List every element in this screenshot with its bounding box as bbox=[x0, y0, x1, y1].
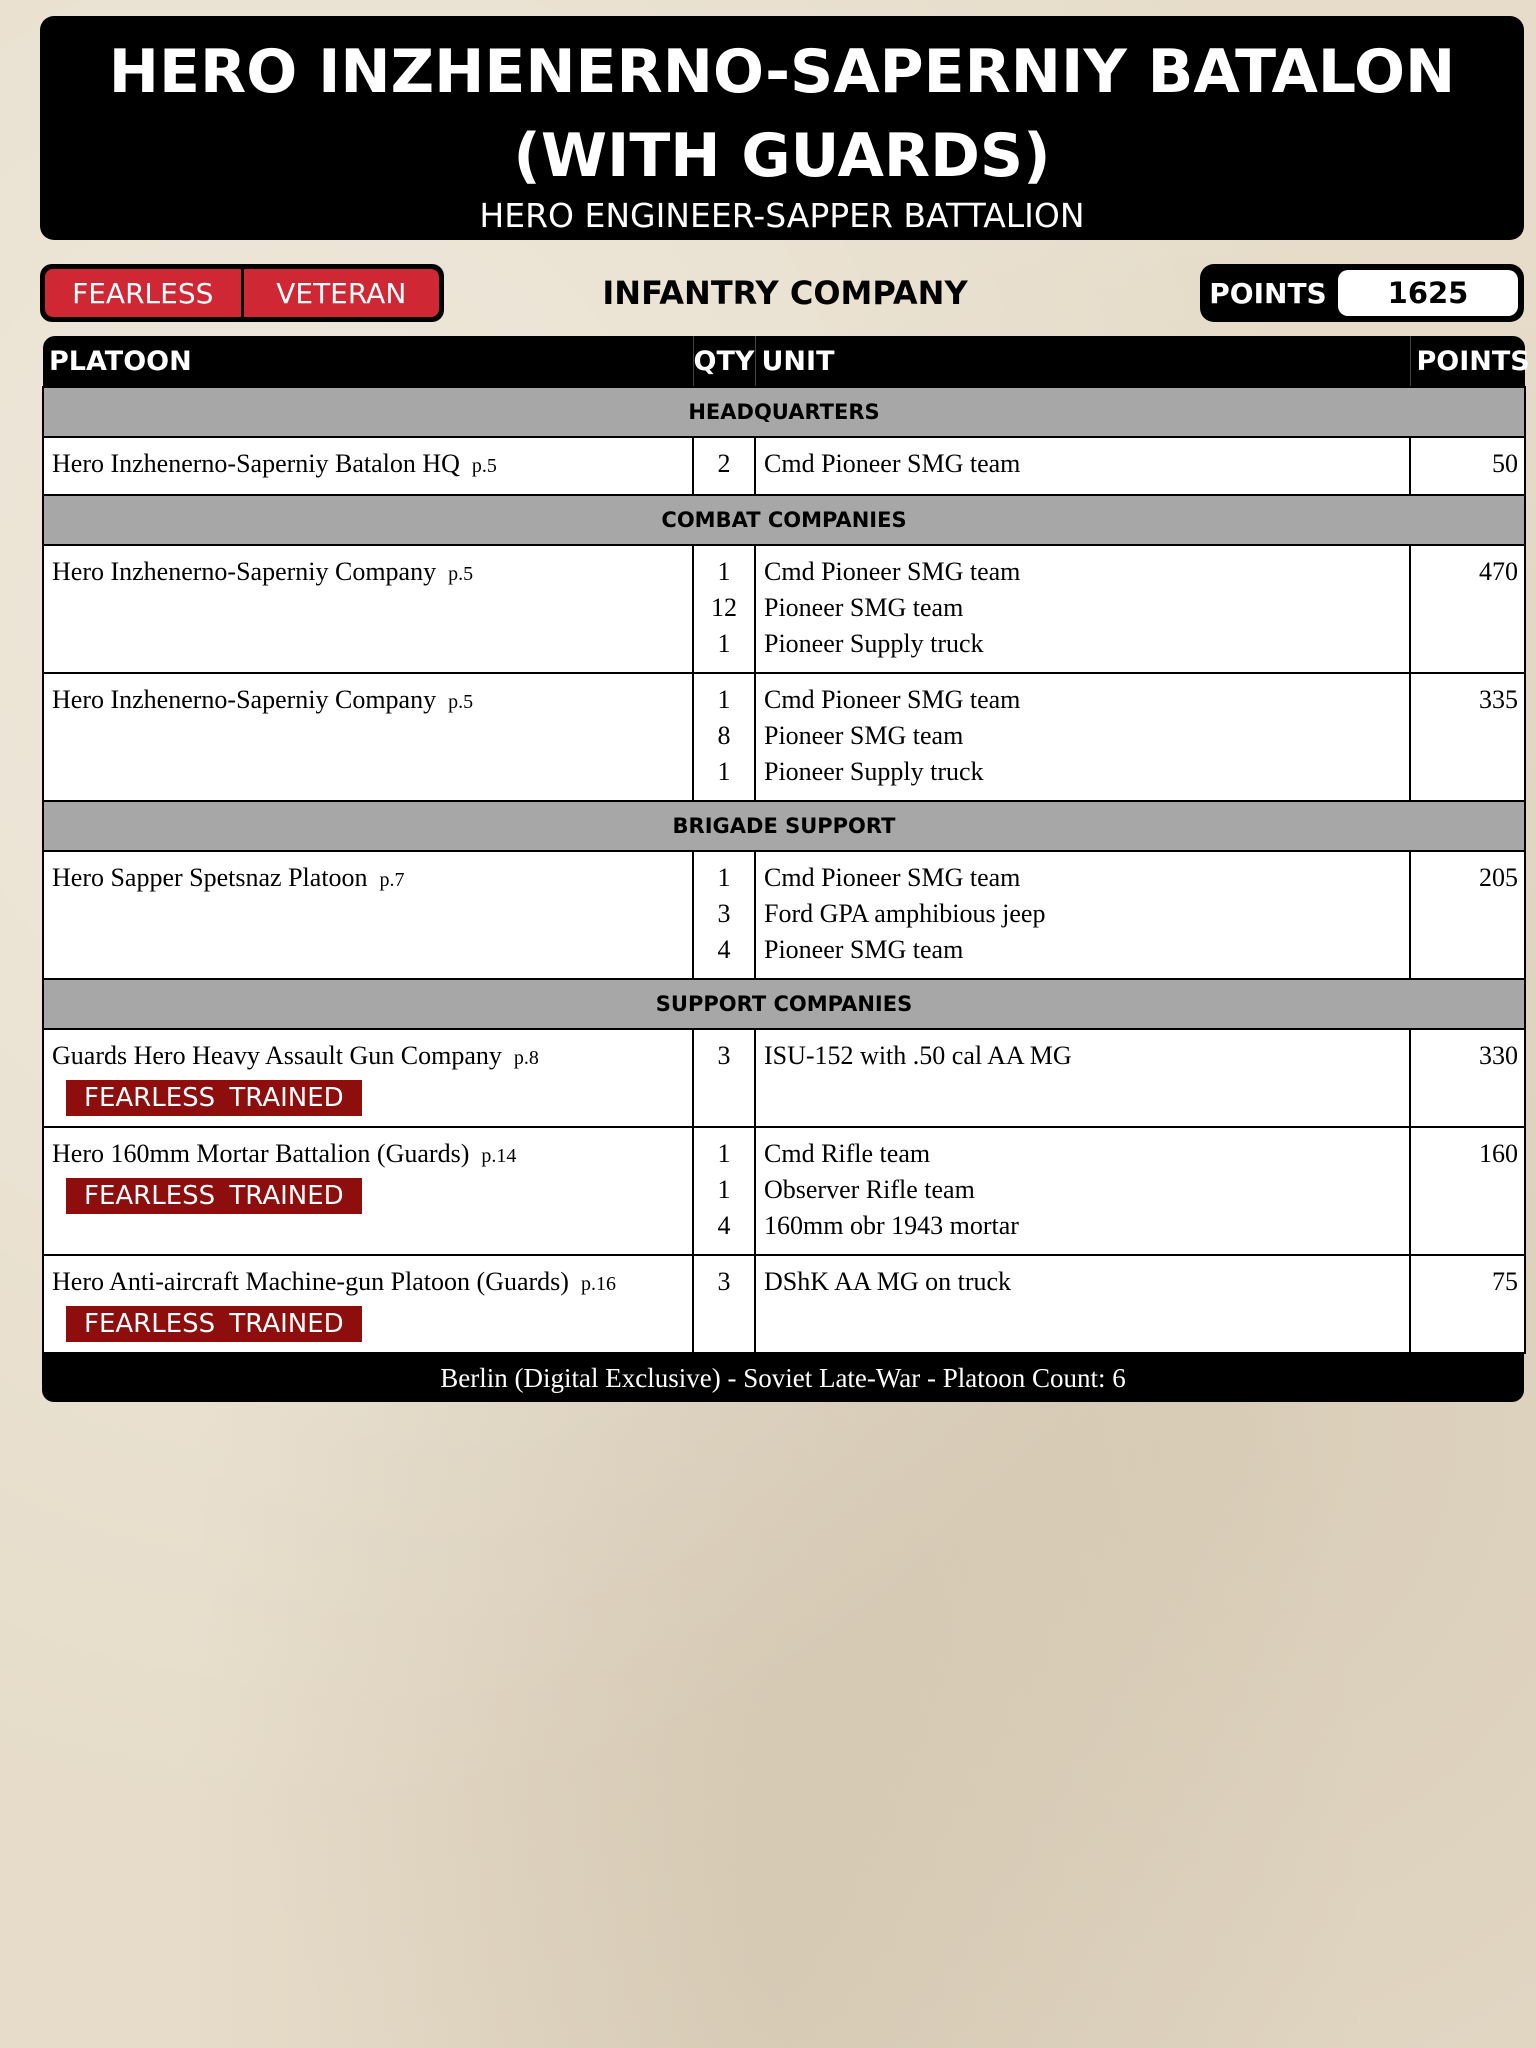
unit-qty: 1 bbox=[717, 629, 731, 658]
experience-badge: VETERAN bbox=[244, 269, 440, 317]
total-points-box bbox=[1200, 264, 1524, 322]
platoon-cell bbox=[43, 673, 693, 801]
column-header-qty: QTY bbox=[693, 336, 755, 387]
platoon-cell bbox=[43, 1255, 693, 1353]
page-reference: p.8 bbox=[513, 1047, 539, 1069]
page-reference: p.7 bbox=[379, 869, 405, 891]
platoon-name-line bbox=[52, 1136, 684, 1174]
unit-name: Observer Rifle team bbox=[764, 1175, 975, 1204]
unit-cell bbox=[755, 1127, 1410, 1255]
platoon-rating-badge: FEARLESS TRAINED bbox=[66, 1306, 362, 1342]
qty-cell bbox=[693, 1255, 755, 1353]
section-title: BRIGADE SUPPORT bbox=[43, 801, 1525, 851]
platoon-name: Guards Hero Heavy Assault Gun Company bbox=[52, 1041, 502, 1070]
platoon-name: Hero 160mm Mortar Battalion (Guards) bbox=[52, 1139, 470, 1168]
unit-cell bbox=[755, 1029, 1410, 1127]
unit-cell bbox=[755, 851, 1410, 979]
platoon-cell bbox=[43, 1029, 693, 1127]
platoon-name-line bbox=[52, 682, 684, 720]
unit-qty: 4 bbox=[717, 935, 731, 964]
platoon-cell bbox=[43, 437, 693, 495]
unit-name: 160mm obr 1943 mortar bbox=[764, 1211, 1019, 1240]
unit-qty: 1 bbox=[717, 685, 731, 714]
table-row bbox=[43, 1255, 1525, 1353]
unit-qty: 12 bbox=[711, 593, 737, 622]
qty-cell bbox=[693, 673, 755, 801]
table-row bbox=[43, 1029, 1525, 1127]
unit-qty: 1 bbox=[717, 757, 731, 786]
table-row bbox=[43, 545, 1525, 673]
platoon-points: 335 bbox=[1410, 673, 1525, 801]
unit-qty: 1 bbox=[717, 863, 731, 892]
page-reference: p.5 bbox=[448, 563, 474, 585]
table-row bbox=[43, 437, 1525, 495]
section-title: COMBAT COMPANIES bbox=[43, 495, 1525, 545]
page-reference: p.14 bbox=[481, 1145, 517, 1167]
roster-footer: Berlin (Digital Exclusive) - Soviet Late-War - Platoon Count: 6 bbox=[42, 1354, 1524, 1402]
platoon-name: Hero Inzhenerno-Saperniy Company bbox=[52, 685, 437, 714]
roster-table bbox=[42, 336, 1530, 1354]
table-row bbox=[43, 851, 1525, 979]
platoon-name-line bbox=[52, 554, 684, 592]
qty-cell bbox=[693, 1127, 755, 1255]
unit-qty: 3 bbox=[717, 1041, 731, 1070]
unit-name: Ford GPA amphibious jeep bbox=[764, 899, 1046, 928]
column-header-points: POINTS bbox=[1410, 336, 1525, 387]
title-banner bbox=[40, 16, 1524, 240]
qty-cell bbox=[693, 545, 755, 673]
platoon-name-line bbox=[52, 446, 684, 484]
motivation-badge: FEARLESS bbox=[45, 269, 241, 317]
qty-cell bbox=[693, 1029, 755, 1127]
unit-name: Cmd Pioneer SMG team bbox=[764, 863, 1021, 892]
section-title: HEADQUARTERS bbox=[43, 387, 1525, 437]
unit-qty: 4 bbox=[717, 1211, 731, 1240]
roster-table-wrapper bbox=[42, 336, 1530, 1402]
section-header-row bbox=[43, 387, 1525, 437]
page-title: HERO INZHENERNO-SAPERNIY BATALON (WITH GUARDS) bbox=[108, 37, 1456, 191]
table-header-row bbox=[43, 336, 1525, 387]
unit-qty: 1 bbox=[717, 1175, 731, 1204]
column-header-unit: UNIT bbox=[755, 336, 1410, 387]
qty-cell bbox=[693, 851, 755, 979]
unit-cell bbox=[755, 545, 1410, 673]
platoon-points: 75 bbox=[1410, 1255, 1525, 1353]
table-row bbox=[43, 673, 1525, 801]
unit-name: ISU-152 with .50 cal AA MG bbox=[764, 1041, 1072, 1070]
platoon-points: 330 bbox=[1410, 1029, 1525, 1127]
unit-name: Cmd Pioneer SMG team bbox=[764, 557, 1021, 586]
unit-cell bbox=[755, 673, 1410, 801]
section-header-row bbox=[43, 495, 1525, 545]
page-reference: p.5 bbox=[471, 455, 497, 477]
company-type-label: INFANTRY COMPANY bbox=[602, 274, 968, 312]
unit-qty: 1 bbox=[717, 1139, 731, 1168]
platoon-name: Hero Inzhenerno-Saperniy Batalon HQ bbox=[52, 449, 460, 478]
unit-name: Pioneer SMG team bbox=[764, 721, 964, 750]
platoon-points: 205 bbox=[1410, 851, 1525, 979]
unit-name: Cmd Pioneer SMG team bbox=[764, 685, 1021, 714]
table-row bbox=[43, 1127, 1525, 1255]
section-title: SUPPORT COMPANIES bbox=[43, 979, 1525, 1029]
unit-qty: 2 bbox=[717, 449, 731, 478]
total-points-label: POINTS bbox=[1209, 276, 1327, 310]
platoon-name-line bbox=[52, 1264, 684, 1302]
unit-name: Cmd Pioneer SMG team bbox=[764, 449, 1021, 478]
unit-qty: 3 bbox=[717, 899, 731, 928]
platoon-cell bbox=[43, 1127, 693, 1255]
platoon-rating-badge: FEARLESS TRAINED bbox=[66, 1178, 362, 1214]
unit-name: DShK AA MG on truck bbox=[764, 1267, 1012, 1296]
unit-qty: 1 bbox=[717, 557, 731, 586]
qty-cell bbox=[693, 437, 755, 495]
unit-qty: 8 bbox=[717, 721, 731, 750]
unit-name: Pioneer Supply truck bbox=[764, 629, 984, 658]
platoon-name: Hero Anti-aircraft Machine-gun Platoon (Guards) bbox=[52, 1267, 569, 1296]
page-subtitle: HERO ENGINEER-SAPPER BATTALION bbox=[479, 196, 1085, 235]
unit-qty: 3 bbox=[717, 1267, 731, 1296]
unit-cell bbox=[755, 1255, 1410, 1353]
total-points-value: 1625 bbox=[1338, 270, 1518, 316]
platoon-name-line bbox=[52, 860, 684, 898]
platoon-name: Hero Inzhenerno-Saperniy Company bbox=[52, 557, 437, 586]
unit-name: Pioneer SMG team bbox=[764, 593, 964, 622]
platoon-cell bbox=[43, 545, 693, 673]
force-ratings-box bbox=[40, 264, 444, 322]
page-reference: p.16 bbox=[580, 1273, 616, 1295]
unit-name: Pioneer Supply truck bbox=[764, 757, 984, 786]
platoon-points: 50 bbox=[1410, 437, 1525, 495]
unit-name: Pioneer SMG team bbox=[764, 935, 964, 964]
section-header-row bbox=[43, 801, 1525, 851]
platoon-name-line bbox=[52, 1038, 684, 1076]
platoon-name: Hero Sapper Spetsnaz Platoon bbox=[52, 863, 368, 892]
roster-body bbox=[43, 387, 1525, 1353]
platoon-rating-badge: FEARLESS TRAINED bbox=[66, 1080, 362, 1116]
platoon-cell bbox=[43, 851, 693, 979]
page-reference: p.5 bbox=[448, 691, 474, 713]
unit-name: Cmd Rifle team bbox=[764, 1139, 931, 1168]
platoon-points: 160 bbox=[1410, 1127, 1525, 1255]
section-header-row bbox=[43, 979, 1525, 1029]
column-header-platoon: PLATOON bbox=[43, 336, 693, 387]
platoon-points: 470 bbox=[1410, 545, 1525, 673]
unit-cell bbox=[755, 437, 1410, 495]
